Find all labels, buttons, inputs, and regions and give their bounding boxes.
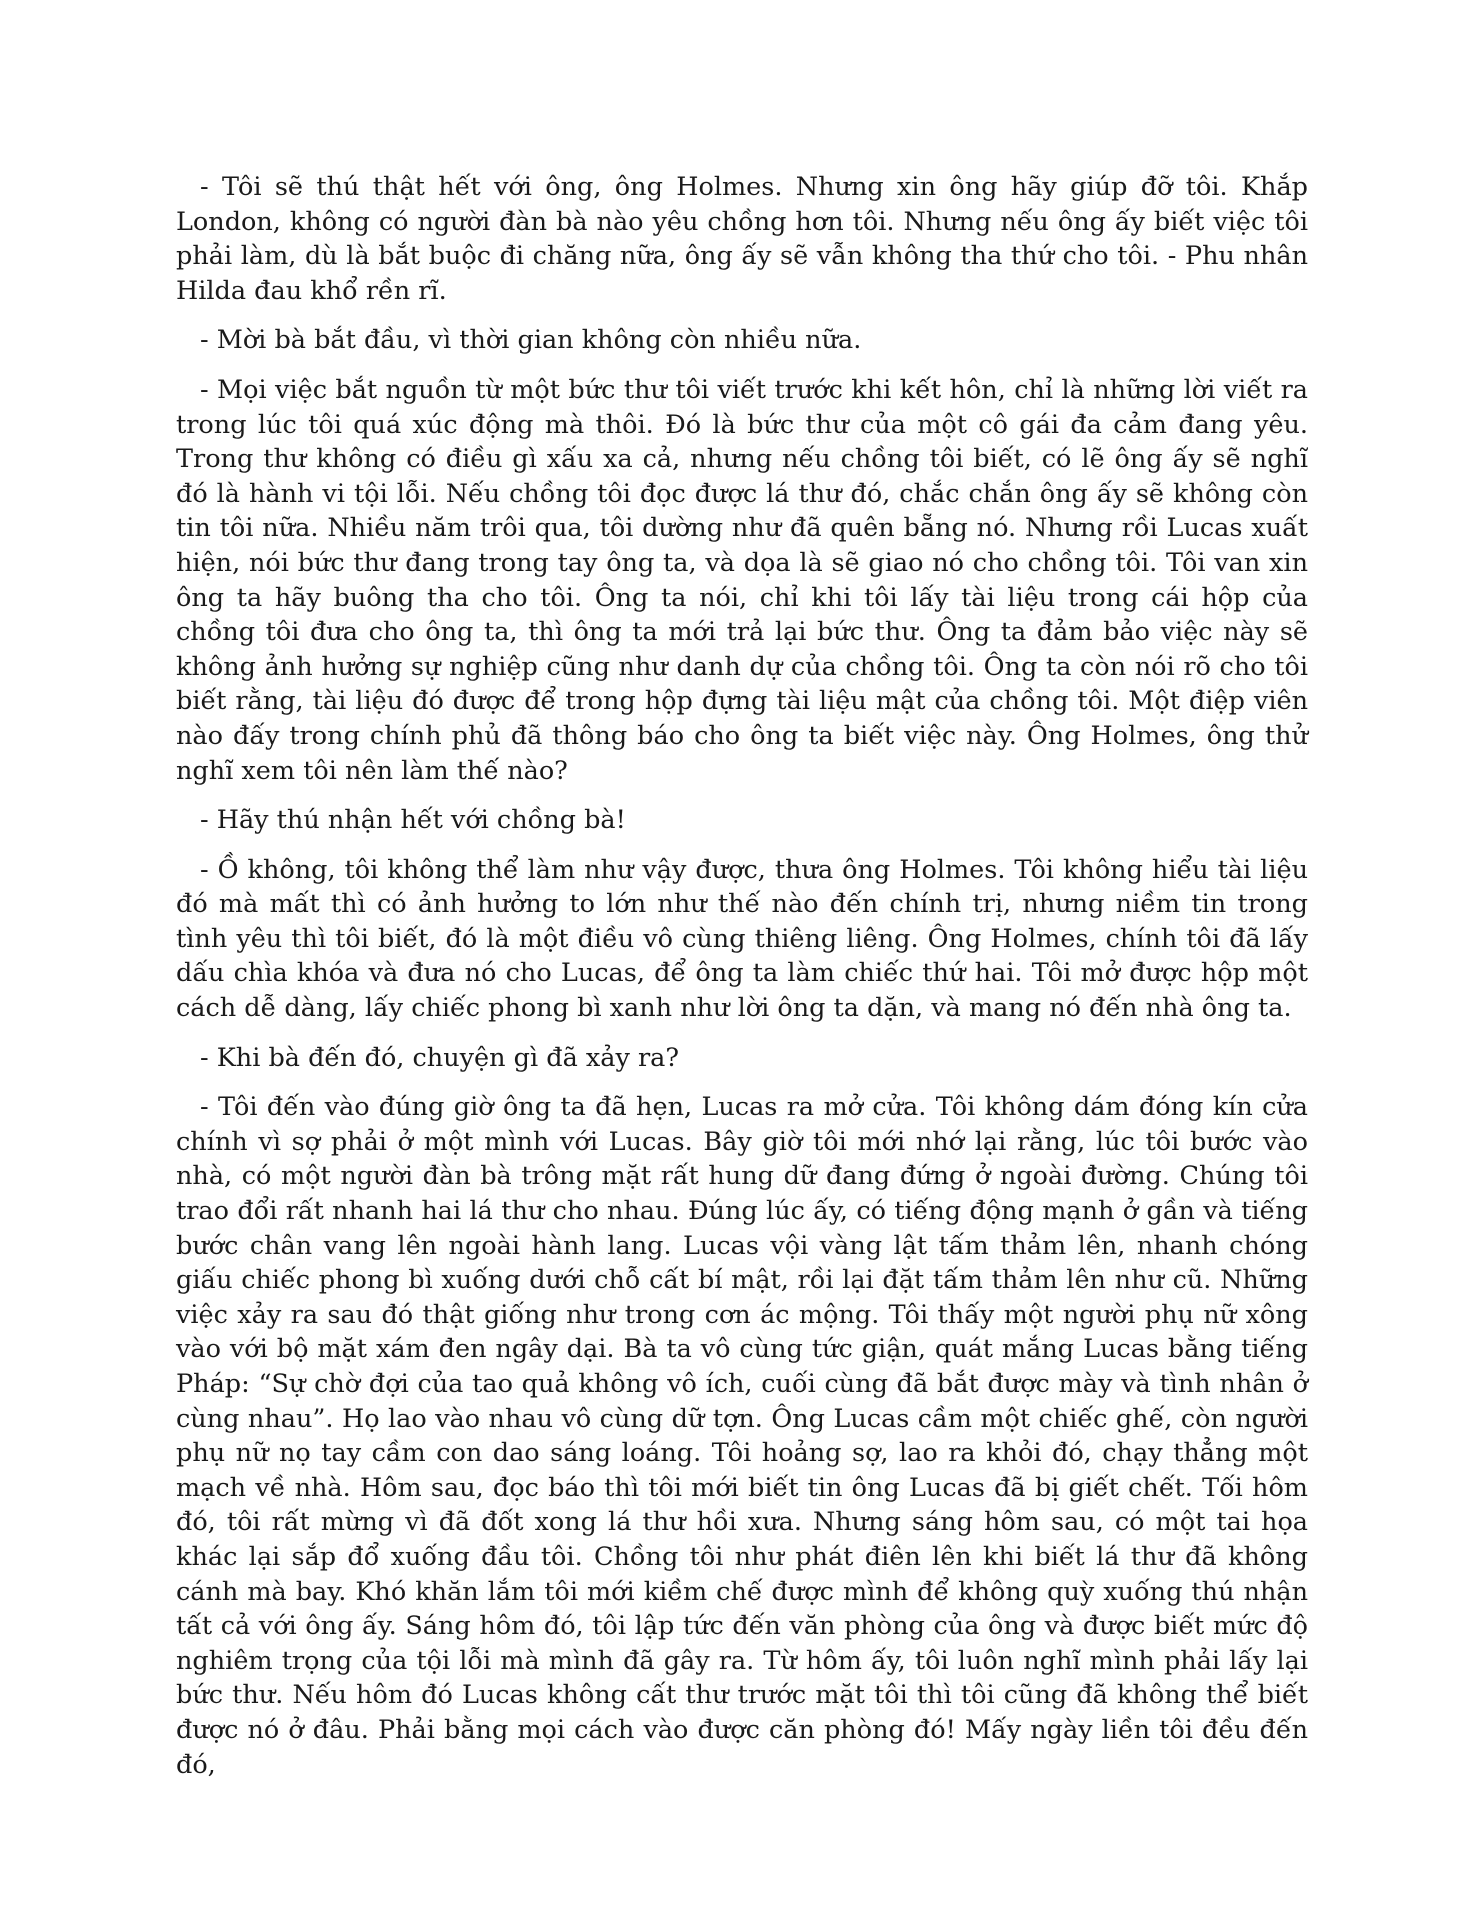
paragraph-holmes-question: - Khi bà đến đó, chuyện gì đã xảy ra?	[200, 1042, 680, 1073]
paragraph-holmes-request: - Mời bà bắt đầu, vì thời gian không còn nhiều nữa.	[200, 325, 862, 356]
paragraph-confession: - Tôi sẽ thú thật hết với ông, ông Holmes. Nhưng xin ông hãy giúp đỡ tôi. Khắp London, không có người đàn bà nào yêu chồng hơn tôi. Nhưng nếu ông ấy biết việc tôi phải làm, dù là bắt buộc đi chăng nữa, ông ấy sẽ vẫn không tha thứ cho tôi. - Phu nhân Hilda đau khổ rền rĩ.	[176, 172, 1308, 306]
body-text	[176, 170, 1308, 1797]
paragraph-refusal: - Ồ không, tôi không thể làm như vậy được, thưa ông Holmes. Tôi không hiểu tài liệu đó mà mất thì có ảnh hưởng to lớn như thế nào đến chính trị, nhưng niềm tin trong tình yêu thì tôi biết, đó là một điều vô cùng thiêng liêng. Ông Holmes, chính tôi đã lấy dấu chìa khóa và đưa nó cho Lucas, để ông ta làm chiếc thứ hai. Tôi mở được hộp một cách dễ dàng, lấy chiếc phong bì xanh như lời ông ta dặn, và mang nó đến nhà ông ta.	[176, 854, 1308, 1024]
paragraph-holmes-advice: - Hãy thú nhận hết với chồng bà!	[200, 805, 626, 836]
paragraph-account: - Tôi đến vào đúng giờ ông ta đã hẹn, Lucas ra mở cửa. Tôi không dám đóng kín cửa chính vì sợ phải ở một mình với Lucas. Bây giờ tôi mới nhớ lại rằng, lúc tôi bước vào nhà, có một người đàn bà trông mặt rất hung dữ đang đứng ở ngoài đường. Chúng tôi trao đổi rất nhanh hai lá thư cho nhau. Đúng lúc ấy, có tiếng động mạnh ở gần và tiếng bước chân vang lên ngoài hành lang. Lucas vội vàng lật tấm thảm lên, nhanh chóng giấu chiếc phong bì xuống dưới chỗ cất bí mật, rồi lại đặt tấm thảm lên như cũ. Những việc xảy ra sau đó thật giống như trong cơn ác mộng. Tôi thấy một người phụ nữ xông vào với bộ mặt xám đen ngây dại. Bà ta vô cùng tức giận, quát mắng Lucas bằng tiếng Pháp: “Sự chờ đợi của tao quả không vô ích, cuối cùng đã bắt được mày và tình nhân ở cùng nhau”. Họ lao vào nhau vô cùng dữ tợn. Ông Lucas cầm một chiếc ghế, còn người phụ nữ nọ tay cầm con dao sáng loáng. Tôi hoảng sợ, lao ra khỏi đó, chạy thẳng một mạch về nhà. Hôm sau, đọc báo thì tôi mới biết tin ông Lucas đã bị giết chết. Tối hôm đó, tôi rất mừng vì đã đốt xong lá thư hồi xưa. Nhưng sáng hôm sau, có một tai họa khác lại sắp đổ xuống đầu tôi. Chồng tôi như phát điên lên khi biết lá thư đã không cánh mà bay. Khó khăn lắm tôi mới kiềm chế được mình để không quỳ xuống thú nhận tất cả với ông ấy. Sáng hôm đó, tôi lập tức đến văn phòng của ông và được biết mức độ nghiêm trọng của tội lỗi mà mình đã gây ra. Từ hôm ấy, tôi luôn nghĩ mình phải lấy lại bức thư. Nếu hôm đó Lucas không cất thư trước mặt tôi thì tôi cũng đã không thể biết được nó ở đâu. Phải bằng mọi cách vào được căn phòng đó! Mấy ngày liền tôi đều đến đó,	[176, 1092, 1308, 1780]
paragraph-letter-story: - Mọi việc bắt nguồn từ một bức thư tôi viết trước khi kết hôn, chỉ là những lời viết ra trong lúc tôi quá xúc động mà thôi. Đó là bức thư của một cô gái đa cảm đang yêu. Trong thư không có điều gì xấu xa cả, nhưng nếu chồng tôi biết, có lẽ ông ấy sẽ nghĩ đó là hành vi tội lỗi. Nếu chồng tôi đọc được lá thư đó, chắc chắn ông ấy sẽ không còn tin tôi nữa. Nhiều năm trôi qua, tôi dường như đã quên bẵng nó. Nhưng rồi Lucas xuất hiện, nói bức thư đang trong tay ông ta, và dọa là sẽ giao nó cho chồng tôi. Tôi van xin ông ta hãy buông tha cho tôi. Ông ta nói, chỉ khi tôi lấy tài liệu trong cái hộp của chồng tôi đưa cho ông ta, thì ông ta mới trả lại bức thư. Ông ta đảm bảo việc này sẽ không ảnh hưởng sự nghiệp cũng như danh dự của chồng tôi. Ông ta còn nói rõ cho tôi biết rằng, tài liệu đó được để trong hộp đựng tài liệu mật của chồng tôi. Một điệp viên nào đấy trong chính phủ đã thông báo cho ông ta biết việc này. Ông Holmes, ông thử nghĩ xem tôi nên làm thế nào?	[176, 374, 1308, 786]
